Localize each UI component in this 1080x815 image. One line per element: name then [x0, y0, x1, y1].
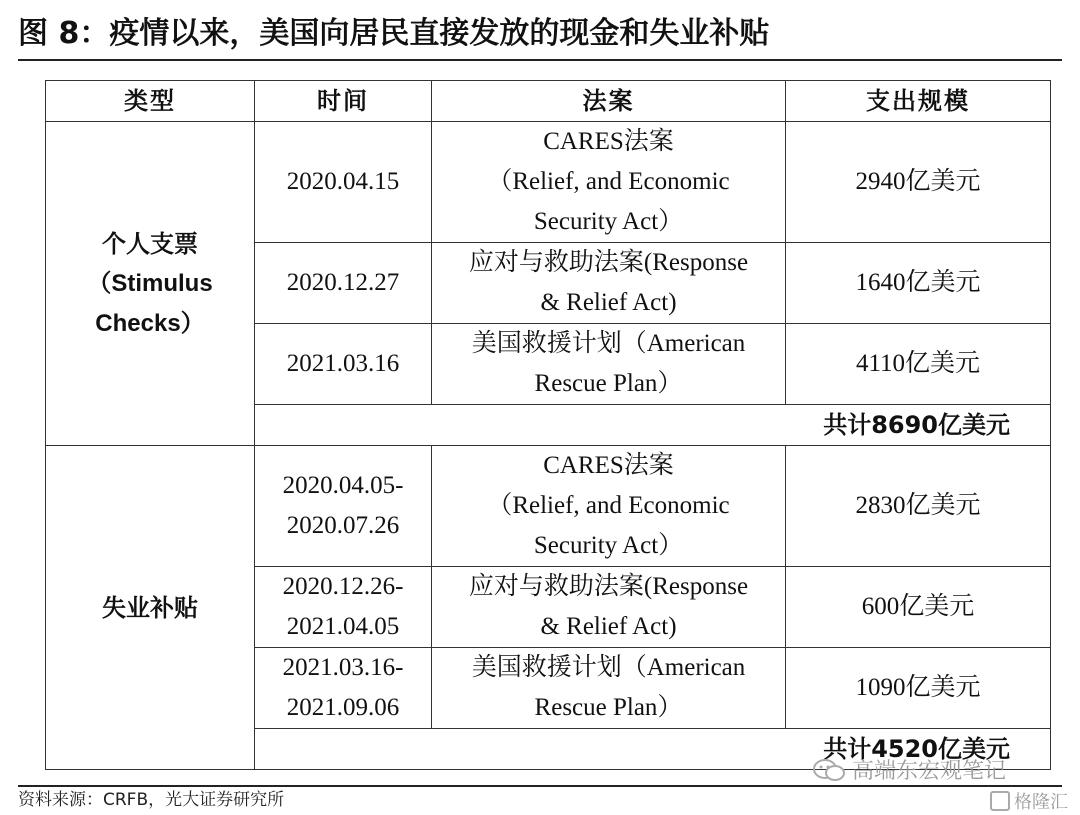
type-line: 个人支票: [102, 229, 198, 258]
act-cell: [432, 567, 786, 648]
date-line: 2020.04.15: [286, 168, 400, 195]
act-line: & Relief Act): [540, 613, 677, 640]
figure-title: 图 8：疫情以来，美国向居民直接发放的现金和失业补贴: [18, 16, 770, 51]
watermark-logo-text: 格隆汇: [1014, 792, 1068, 813]
act-line: 美国救援计划（American: [471, 654, 746, 681]
total-unemployment: 共计4520亿美元: [786, 729, 1051, 770]
total-pad: [255, 405, 786, 446]
total-stimulus: 共计8690亿美元: [786, 405, 1051, 446]
act-line: Rescue Plan）: [534, 370, 683, 397]
act-cell: [432, 122, 786, 243]
amount-cell: 1090亿美元: [786, 648, 1051, 729]
act-cell: [432, 446, 786, 567]
type-line: （Stimulus: [87, 269, 213, 297]
date-cell: [255, 648, 432, 729]
amount-cell: 2940亿美元: [786, 122, 1051, 243]
act-line: CARES法案: [543, 128, 674, 155]
act-line: CARES法案: [543, 452, 674, 479]
act-line: 应对与救助法案(Response: [468, 249, 749, 276]
type-line: Checks）: [95, 309, 205, 337]
type-cell-unemployment: [46, 446, 255, 770]
date-cell: [255, 243, 432, 324]
act-line: Security Act）: [533, 532, 684, 559]
act-line: & Relief Act): [540, 289, 677, 316]
date-line: 2021.03.16: [286, 350, 400, 377]
bottom-rule: [18, 785, 1062, 787]
date-cell: [255, 324, 432, 405]
date-cell: [255, 122, 432, 243]
title-rule: [18, 59, 1062, 61]
act-line: Security Act）: [533, 208, 684, 235]
act-cell: [432, 324, 786, 405]
type-line: 失业补贴: [102, 593, 198, 622]
date-line: 2021.09.06: [286, 694, 400, 721]
date-line: 2020.07.26: [286, 512, 400, 539]
act-line: 美国救援计划（American: [471, 330, 746, 357]
act-line: Rescue Plan）: [534, 694, 683, 721]
date-cell: [255, 446, 432, 567]
act-cell: [432, 648, 786, 729]
logo-icon: [990, 791, 1010, 811]
total-pad: [255, 729, 786, 770]
act-cell: [432, 243, 786, 324]
act-line: （Relief, and Economic: [487, 492, 730, 519]
watermark-logo: [990, 788, 1068, 814]
header-amount: 支出规模: [786, 81, 1051, 122]
type-cell-stimulus: [46, 122, 255, 446]
watermark-text: 高端东宏观笔记: [852, 759, 1007, 784]
date-line: 2020.12.26-: [282, 573, 404, 600]
amount-cell: 4110亿美元: [786, 324, 1051, 405]
header-row: [46, 81, 1051, 122]
act-line: （Relief, and Economic: [487, 168, 730, 195]
table-row: [46, 446, 1051, 567]
header-type: 类型: [46, 81, 255, 122]
amount-cell: 2830亿美元: [786, 446, 1051, 567]
date-cell: [255, 567, 432, 648]
date-line: 2020.12.27: [286, 269, 400, 296]
watermark: [812, 754, 1006, 785]
stimulus-table: [45, 80, 1051, 770]
amount-cell: 1640亿美元: [786, 243, 1051, 324]
header-date: 时间: [255, 81, 432, 122]
source-note: 资料来源：CRFB，光大证券研究所: [18, 790, 285, 810]
table-row: [46, 122, 1051, 243]
date-line: 2020.04.05-: [282, 472, 404, 499]
wechat-icon: [812, 758, 846, 782]
date-line: 2021.04.05: [286, 613, 400, 640]
act-line: 应对与救助法案(Response: [468, 573, 749, 600]
date-line: 2021.03.16-: [282, 654, 404, 681]
header-act: 法案: [432, 81, 786, 122]
amount-cell: 600亿美元: [786, 567, 1051, 648]
